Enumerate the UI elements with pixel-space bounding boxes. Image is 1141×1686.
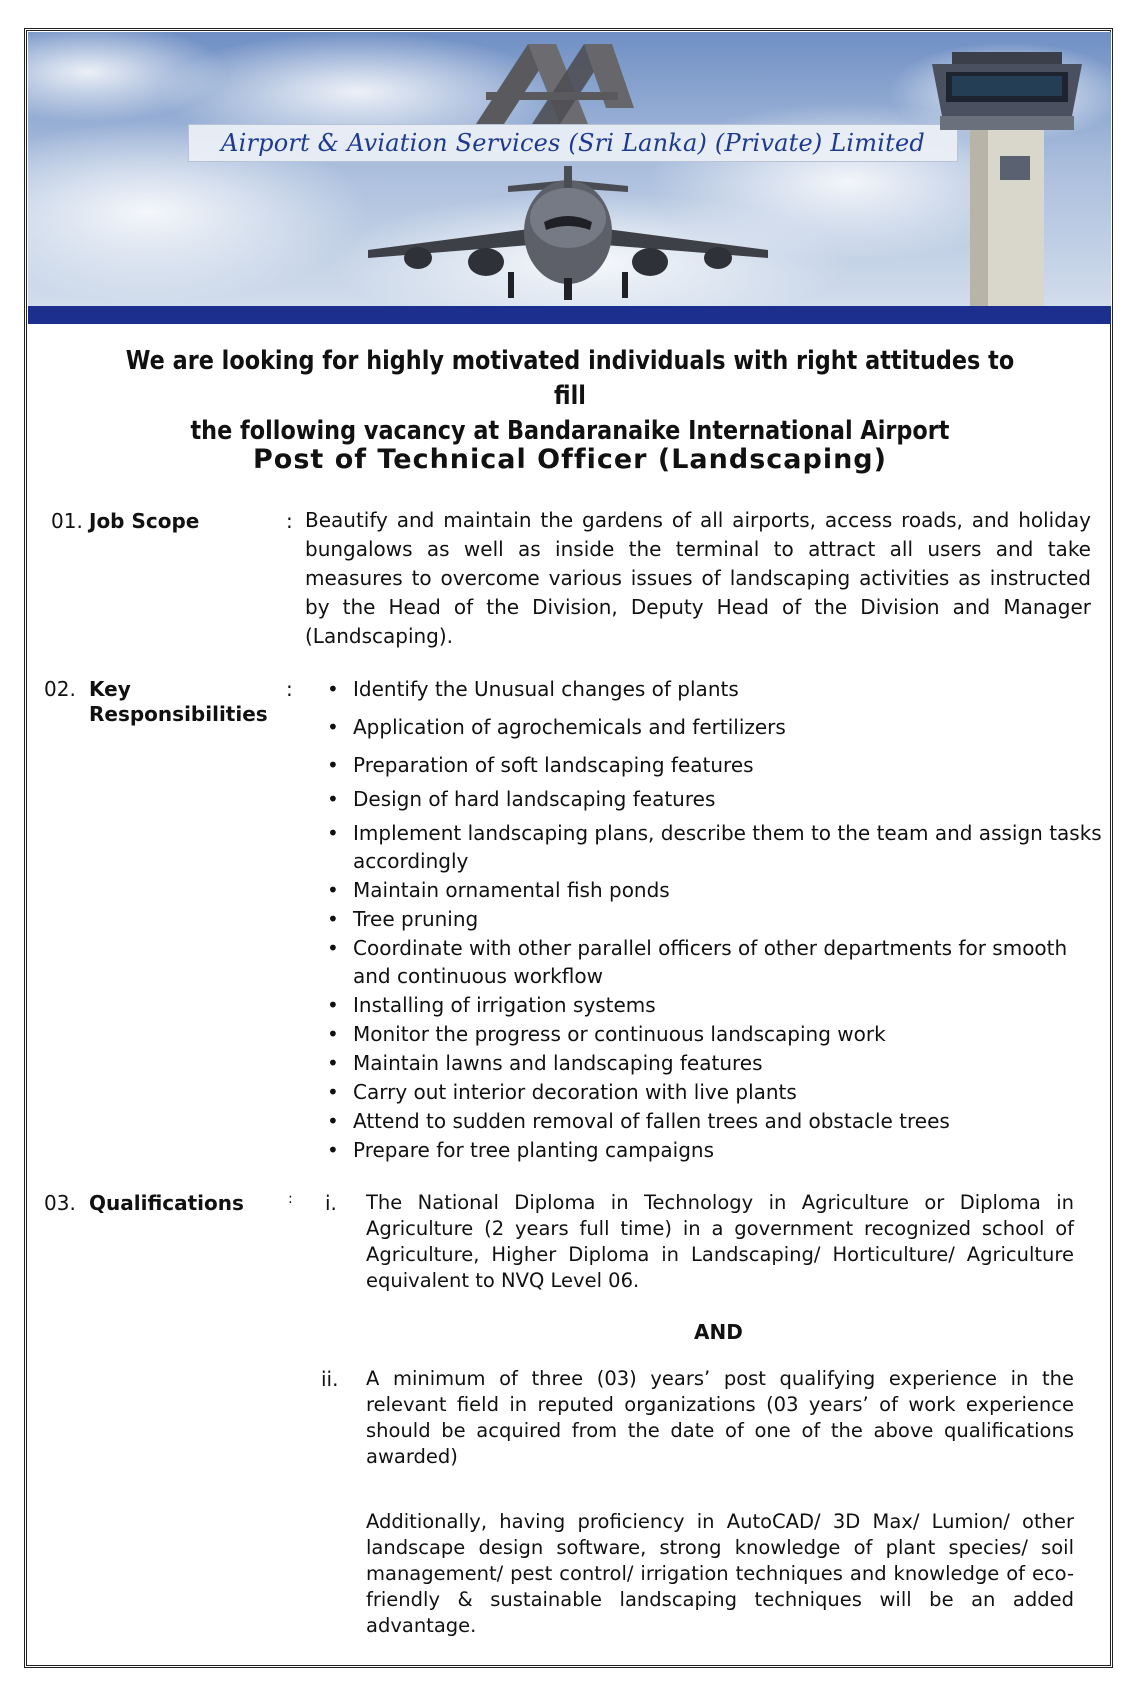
list-item: • Maintain ornamental fish ponds (325, 876, 1105, 904)
headline (114, 344, 1026, 449)
responsibilities-label-line-1: Key (89, 677, 131, 701)
qualification-and: AND (694, 1320, 743, 1344)
qualifications-label: Qualifications (89, 1191, 244, 1215)
aa-logo-icon (466, 38, 636, 126)
responsibilities-number: 02. (44, 677, 76, 701)
list-item: • Application of agrochemicals and fertilizers (325, 713, 1105, 741)
list-item: • Identify the Unusual changes of plants (325, 675, 1105, 703)
post-title: Post of Technical Officer (Landscaping) (253, 444, 887, 475)
header-banner (28, 32, 1111, 324)
qualification-item-2: A minimum of three (03) years’ post qualifying experience in the relevant field in reputed organizations (03 years’ of work experience should be acquired from the date of one of the above qualifications awarded) (366, 1367, 1074, 1468)
list-item: • Preparation of soft landscaping features (325, 751, 1105, 779)
responsibilities-colon: : (286, 677, 293, 701)
qualifications-number: 03. (44, 1191, 76, 1215)
additional-advantages: Additionally, having proficiency in AutoCAD/ 3D Max/ Lumion/ other landscape design software, strong knowledge of plant species/ soil management/ pest control/ irrigation techniques and knowledge of eco- friendly & sustainable landscaping techniques will be an added advantage. (366, 1510, 1074, 1637)
qualification-item-1: The National Diploma in Technology in Agriculture or Diploma in Agriculture (2 years full time) in a government recognized school of Agriculture, Higher Diploma in Landscaping/ Horticulture/ Agriculture equivalent to NVQ Level 06. (366, 1191, 1074, 1292)
job-scope-number: 01. (51, 509, 83, 533)
list-item: • Attend to sudden removal of fallen trees and obstacle trees (325, 1107, 1105, 1135)
job-scope-colon: : (286, 509, 293, 533)
job-scope-label: Job Scope (89, 509, 200, 533)
headline-line-2: the following vacancy at Bandaranaike International Airport (190, 416, 950, 446)
company-name-box (188, 124, 958, 162)
control-tower-icon (912, 46, 1102, 312)
job-scope-text: Beautify and maintain the gardens of all airports, access roads, and holiday bungalows as well as inside the terminal to attract all users and take measures to overcome various issues of landscaping activities as instructed by the Head of the Division, Deputy Head of the Division and Manager (Landscaping). (305, 508, 1091, 648)
qualification-marker-1: i. (325, 1191, 337, 1215)
list-item: • Maintain lawns and landscaping features (325, 1049, 1105, 1077)
list-item: • Installing of irrigation systems (325, 991, 1105, 1019)
company-name: Airport & Aviation Services (Sri Lanka) (Private) Limited (221, 129, 925, 157)
responsibilities-label (89, 677, 268, 727)
responsibilities-list (325, 675, 1105, 1164)
list-item: • Coordinate with other parallel officers of other departments for smooth and continuous workflow (325, 934, 1105, 990)
airplane-icon (358, 162, 778, 312)
list-item: • Tree pruning (325, 905, 1105, 933)
list-item: • Monitor the progress or continuous landscaping work (325, 1020, 1105, 1048)
qualification-marker-2: ii. (321, 1367, 339, 1391)
list-item: • Prepare for tree planting campaigns (325, 1136, 1105, 1164)
headline-line-1: We are looking for highly motivated individuals with right attitudes to fill (125, 346, 1015, 411)
list-item: • Design of hard landscaping features (325, 785, 1105, 813)
list-item: • Implement landscaping plans, describe them to the team and assign tasks accordingly (325, 819, 1105, 875)
qualifications-colon: : (288, 1191, 293, 1207)
responsibilities-label-line-2: Responsibilities (89, 702, 268, 726)
list-item: • Carry out interior decoration with live plants (325, 1078, 1105, 1106)
banner-blue-strip (28, 306, 1111, 324)
